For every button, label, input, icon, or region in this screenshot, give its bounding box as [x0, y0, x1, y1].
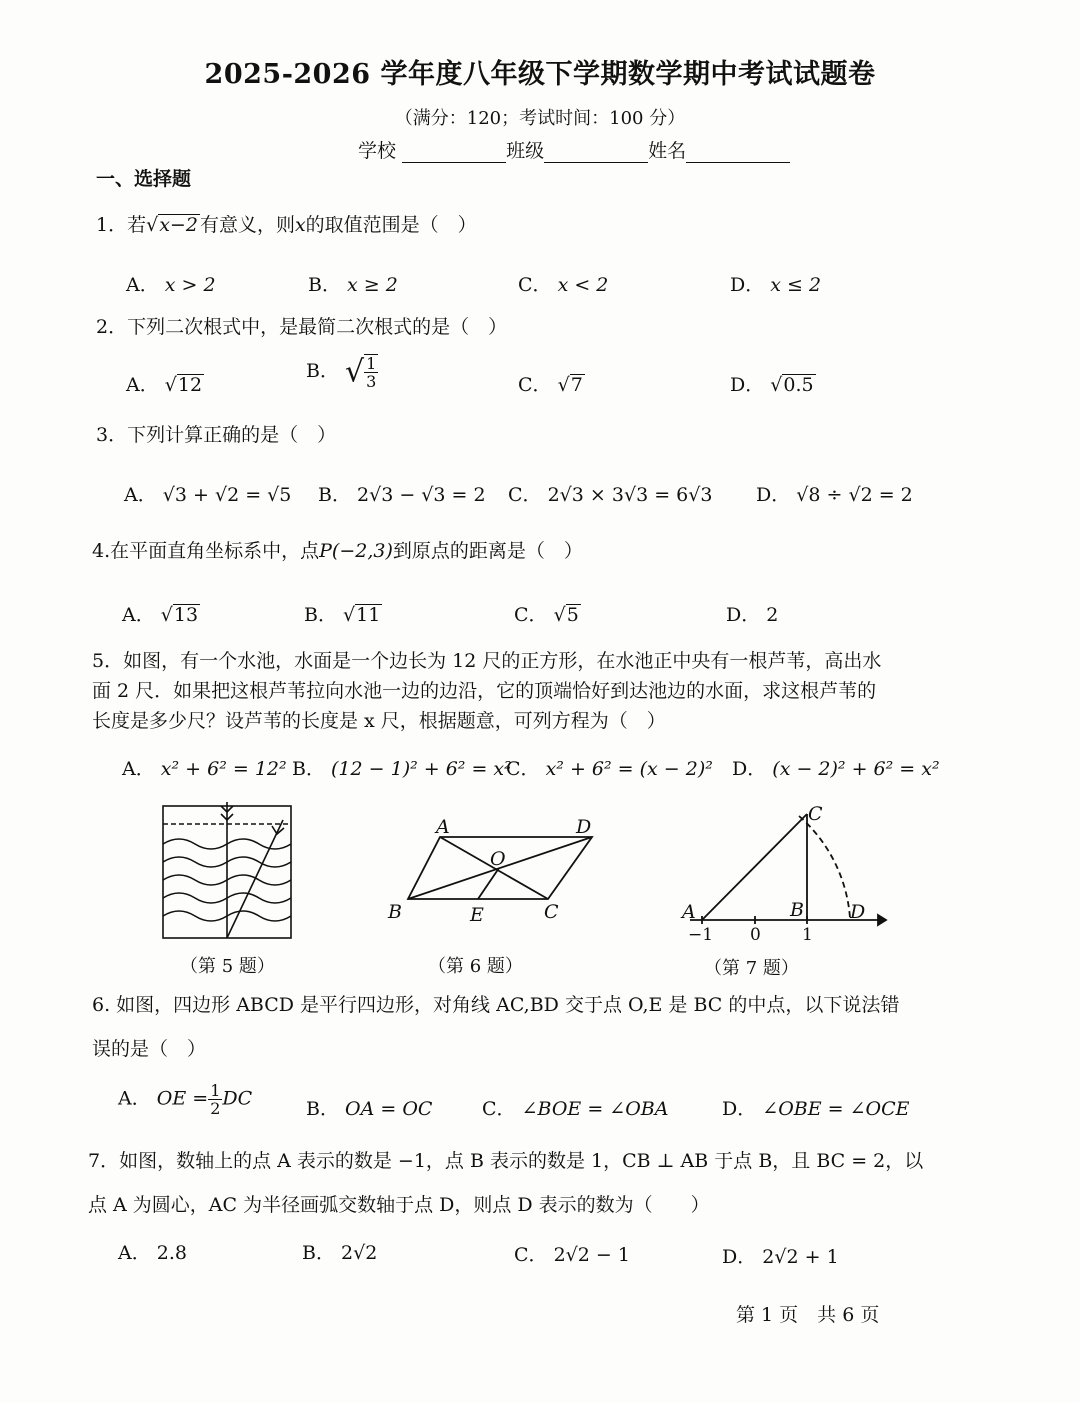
question-7-line-1: 7．如图，数轴上的点 A 表示的数是 −1，点 B 表示的数是 1，CB ⊥ AB 于点 B，且 BC = 2，以 — [88, 1150, 924, 1172]
point-label-c: C — [808, 803, 823, 825]
question-6-line-2: 误的是（ ） — [92, 1038, 207, 1060]
question-5-line-1: 5．如图，有一个水池，水面是一个边长为 12 尺的正方形，在水池正中央有一根芦苇，高出水 — [92, 650, 882, 672]
q1-option-a[interactable]: A． x > 2 — [126, 274, 216, 296]
question-1-stem: 1．若√x−2 有意义，则x的取值范围是（ ） — [96, 214, 477, 236]
figure-7-number-line — [680, 800, 890, 950]
q5-option-b[interactable]: B． (12 − 1)² + 6² = x² — [292, 758, 512, 780]
point-label-b: B — [790, 899, 804, 921]
figure-6-parallelogram — [380, 815, 595, 930]
exam-title: 2025-2026 学年度八年级下学期数学期中考试试题卷 — [204, 59, 876, 90]
q3-option-a[interactable]: A． √3 + √2 = √5 — [124, 484, 292, 506]
question-5-line-3: 长度是多少尺？设芦苇的长度是 x 尺，根据题意，可列方程为（ ） — [92, 710, 666, 732]
question-4-stem: 4.在平面直角坐标系中，点P(−2,3)到原点的距离是（ ） — [92, 540, 583, 562]
axis-arrow-icon — [878, 915, 886, 925]
q6-option-b[interactable]: B． OA = OC — [306, 1098, 433, 1120]
q2-option-d[interactable]: D． √0.5 — [730, 374, 814, 396]
question-6-line-1: 6. 如图，四边形 ABCD 是平行四边形，对角线 AC,BD 交于点 O,E 是 BC 的中点，以下说法错 — [92, 994, 900, 1016]
q5-option-a[interactable]: A． x² + 6² = 12² — [122, 758, 287, 780]
q7-option-a[interactable]: A． 2.8 — [118, 1242, 187, 1264]
name-field[interactable] — [686, 144, 790, 163]
vertex-label-c: C — [544, 901, 559, 923]
vertex-label-d: D — [576, 816, 592, 838]
q1-radicand: x−2 — [159, 214, 198, 236]
q3-option-d[interactable]: D． √8 ÷ √2 = 2 — [756, 484, 913, 506]
q6-option-d[interactable]: D． ∠OBE = ∠OCE — [722, 1098, 910, 1120]
point-label-e: E — [470, 904, 484, 926]
vertex-label-b: B — [388, 901, 402, 923]
school-field[interactable] — [402, 144, 506, 163]
question-5-line-2: 面 2 尺．如果把这根芦苇拉向水池一边的边沿，它的顶端恰好到达池边的水面，求这根芦苇的 — [92, 680, 877, 702]
q1-option-c[interactable]: C． x < 2 — [518, 274, 609, 296]
school-label: 学校 — [358, 140, 397, 162]
q6-option-c[interactable]: C． ∠BOE = ∠OBA — [482, 1098, 669, 1120]
tick-label-0: 0 — [750, 925, 761, 945]
q4-option-c[interactable]: C． √5 — [514, 604, 579, 626]
q7-option-c[interactable]: C． 2√2 − 1 — [514, 1244, 630, 1266]
question-3-stem: 3．下列计算正确的是（ ） — [96, 424, 337, 446]
class-field[interactable] — [544, 144, 648, 163]
page-number: 第 1 页 共 6 页 — [736, 1304, 880, 1326]
class-label: 班级 — [506, 140, 545, 162]
name-label: 姓名 — [648, 140, 687, 162]
tick-label-1: 1 — [802, 925, 813, 945]
vertex-label-a: A — [436, 816, 450, 838]
q4-option-b[interactable]: B． √11 — [304, 604, 381, 626]
q2-option-b[interactable]: B． √ $\frac{1}{3}$ — [306, 354, 377, 391]
q1-option-b[interactable]: B． x ≥ 2 — [308, 274, 398, 296]
tick-label-minus-1: −1 — [688, 925, 714, 945]
q1-option-d[interactable]: D． x ≤ 2 — [730, 274, 822, 296]
figure-5-caption: （第 5 题） — [180, 956, 275, 977]
figure-7-caption: （第 7 题） — [704, 958, 799, 979]
q5-option-c[interactable]: C． x² + 6² = (x − 2)² — [506, 758, 713, 780]
figure-6-caption: （第 6 题） — [428, 956, 523, 977]
figure-5-pool-diagram — [150, 800, 310, 945]
exam-subtitle: （满分：120；考试时间：100 分） — [394, 108, 686, 129]
q3-option-b[interactable]: B． 2√3 − √3 = 2 — [318, 484, 486, 506]
q6-option-a[interactable]: A． OE = $\frac{1}{2}$ DC — [118, 1081, 253, 1118]
q3-option-c[interactable]: C． 2√3 × 3√3 = 6√3 — [508, 484, 713, 506]
q5-option-d[interactable]: D． (x − 2)² + 6² = x² — [732, 758, 940, 780]
q4-option-a[interactable]: A． √13 — [122, 604, 199, 626]
point-label-o: O — [490, 848, 506, 870]
question-7-line-2: 点 A 为圆心，AC 为半径画弧交数轴于点 D，则点 D 表示的数为（ ） — [88, 1194, 710, 1216]
q7-option-d[interactable]: D． 2√2 + 1 — [722, 1246, 839, 1268]
point-label-d: D — [850, 901, 866, 923]
section-title: 一、选择题 — [96, 168, 192, 190]
q2-option-a[interactable]: A． √12 — [126, 374, 203, 396]
student-info-line — [358, 136, 790, 163]
point-label-a: A — [682, 901, 696, 923]
q7-option-b[interactable]: B． 2√2 — [302, 1242, 378, 1264]
question-2-stem: 2．下列二次根式中，是最简二次根式的是（ ） — [96, 316, 508, 338]
q2-option-c[interactable]: C． √7 — [518, 374, 583, 396]
q4-option-d[interactable]: D． 2 — [726, 604, 779, 626]
